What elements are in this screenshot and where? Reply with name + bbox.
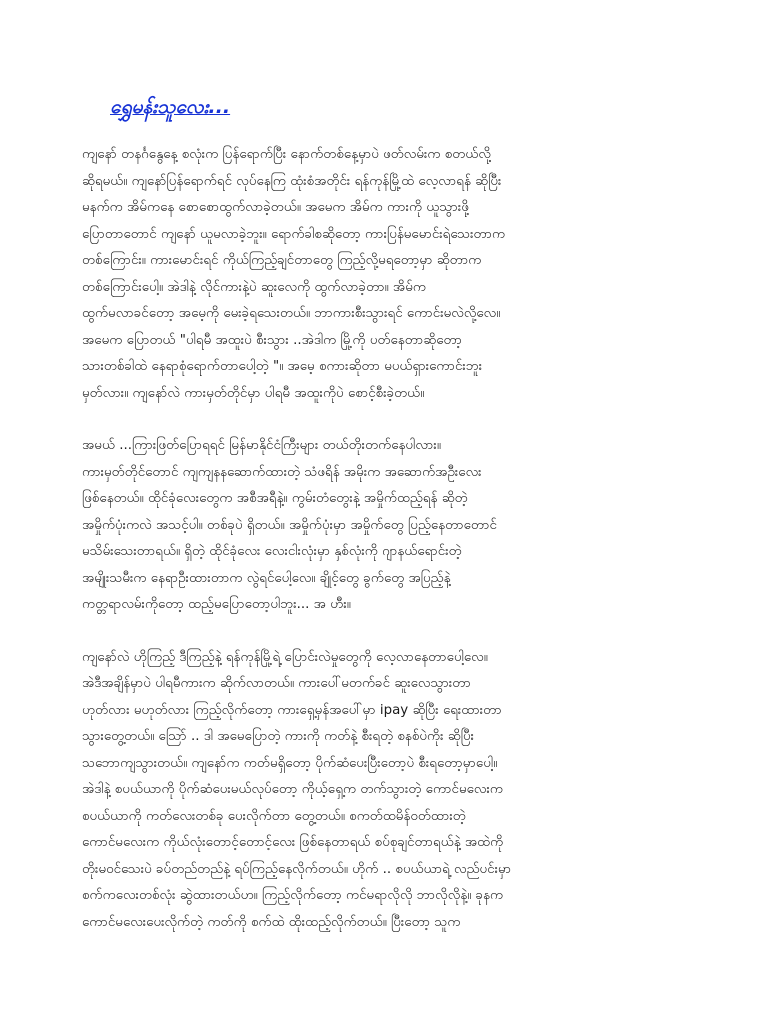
paragraph-1: ကျနော် တနင်္ဂနွေနေ့ စလုံးက ပြန်ရောက်ပြီး နောက်တစ်နေ့မှာပဲ ဖတ်လမ်းက စတယ်လို့ ဆိုရမယ်။ ကျနော်ပြန်ရောက်ရင် လုပ်နေကြ ထုံးစံအတိုင်း ရန်ကုန်မြို့ထဲ လေ့လာရန် ဆိုပြီး မနက်က အိမ်ကနေ စောစောထွက်လာခဲ့တယ်။ အမေက အိမ်က ကားကို ယူသွားဖို့ ပြောတာတောင် ကျနော် ယူမလာခဲ့ဘူး။ ရောက်ခါစဆိုတော့ ကားပြန်မမောင်းရဲသေးတာက တစ်ကြောင်း။ ကားမောင်းရင် ကိုယ်ကြည့်ချင်တာတွေ ကြည့်လို့မရတော့မှာ ဆိုတာက တစ်ကြောင်းပေါ့။ အဲဒါနဲ့ လိုင်ကားနဲ့ပဲ ဆူးလေကို ထွက်လာခဲ့တာ။ အိမ်က ထွက်မလာခင်တော့ အမေ့ကို မေးခဲ့ရသေးတယ်။ ဘာကားစီးသွားရင် ကောင်းမလဲလို့လေ။ အမေက ပြောတယ် "ပါရမီ အထူးပဲ စီးသွား ..အဲဒါက မြို့ကို ပတ်နေတာဆိုတော့ သားတစ်ခါထဲ နေရာစုံရောက်တာပေါ့တဲ့ "။ အမေ့ စကားဆိုတာ မပယ်ရှားကောင်းဘူး မှတ်လား။ ကျနော်လဲ ကားမှတ်တိုင်မှာ ပါရမီ အထူးကိုပဲ စောင့်စီးခဲ့တယ်။ (82, 147, 506, 401)
document-title: ရွှေမန်းသူလေး... (110, 96, 231, 118)
document-body (82, 142, 686, 936)
paragraph-3: ကျနော်လဲ ဟိုကြည့် ဒီကြည့်နဲ့ ရန်ကုန်မြို့ရဲ့ ပြောင်းလဲမှုတွေကို လေ့လာနေတာပေါ့လေ။ အဲဒီအချိန်မှာပဲ ပါရမီကားက ဆိုက်လာတယ်။ ကားပေါ်မတက်ခင် ဆူးလေသွားတာ ဟုတ်လား မဟုတ်လား ကြည့်လိုက်တော့ ကားရှေ့မှန်အပေါ်မှာ ipay ဆိုပြီး ရေးထားတာ သွားတွေ့တယ်။ ဩော် .. ဒါ အမေပြောတဲ့ ကားကို ကတ်နဲ့ စီးရတဲ့ စနစ်ပဲကိုး ဆိုပြီး သဘောကျသွားတယ်။ ကျနော်က ကတ်မရှိတော့ ပိုက်ဆံပေးပြီးတော့ပဲ စီးရတော့မှာပေါ့။ အဲဒါနဲ့ စပယ်ယာကို ပိုက်ဆံပေးမယ်လုပ်တော့ ကိုယ့်ရှေ့က တက်သွားတဲ့ ကောင်မလေးက စပယ်ယာကို ကတ်လေးတစ်ခု ပေးလိုက်တာ တွေ့တယ်။ စကတ်ထမိန်ဝတ်ထားတဲ့ ကောင်မလေးက ကိုယ်လုံးတောင့်တောင့်လေး ဖြစ်နေတာရယ် စပ်စုချင်တာရယ်နဲ့ အထဲကို တိုးမဝင်သေးပဲ ခပ်တည်တည်နဲ့ ရပ်ကြည့်နေလိုက်တယ်။ ဟိုက် .. စပယ်ယာရဲ့ လည်ပင်းမှာ စက်ကလေးတစ်လုံး ဆွဲထားတယ်ဟ။ ကြည့်လိုက်တော့ ကင်မရာလိုလို ဘာလိုလိုနဲ့။ ခုနက ကောင်မလေးပေးလိုက်တဲ့ ကတ်ကို စက်ထဲ ထိုးထည့်လိုက်တယ်။ ပြီးတော့ သူက (82, 649, 512, 930)
paragraph-2: အမယ် ...ကြားဖြတ်ပြောရရင် မြန်မာနိုင်ငံကြီးများ တယ်တိုးတက်နေပါလား။ ကားမှတ်တိုင်တောင် ကျကျနနဆောက်ထားတဲ့ သံဖရိန် အမိုးက အဆောက်အဦးလေး ဖြစ်နေတယ်။ ထိုင်ခုံလေးတွေက အစီအရီနဲ့။ ကွမ်းတံတွေးနဲ့ အမှိုက်ထည့်ရန် ဆိုတဲ့ အမှိုက်ပုံးကလဲ အသင့်ပါ။ တစ်ခုပဲ ရှိတယ်။ အမှိုက်ပုံးမှာ အမှိုက်တွေ ပြည့်နေတာတောင် မသိမ်းသေးတာရယ်။ ရှိတဲ့ ထိုင်ခုံလေး လေးငါးလုံးမှာ နှစ်လုံးကို ဂျာနယ်ရောင်းတဲ့ အမျိုးသမီးက နေရာဦးထားတာက လွဲရင်ပေါ့လေ။ ချိုင့်တွေ ခွက်တွေ အပြည့်နဲ့ ကတ္တရာလမ်းကိုတော့ ထည့်မပြောတော့ပါဘူး... အ ဟီး။ (82, 438, 497, 612)
